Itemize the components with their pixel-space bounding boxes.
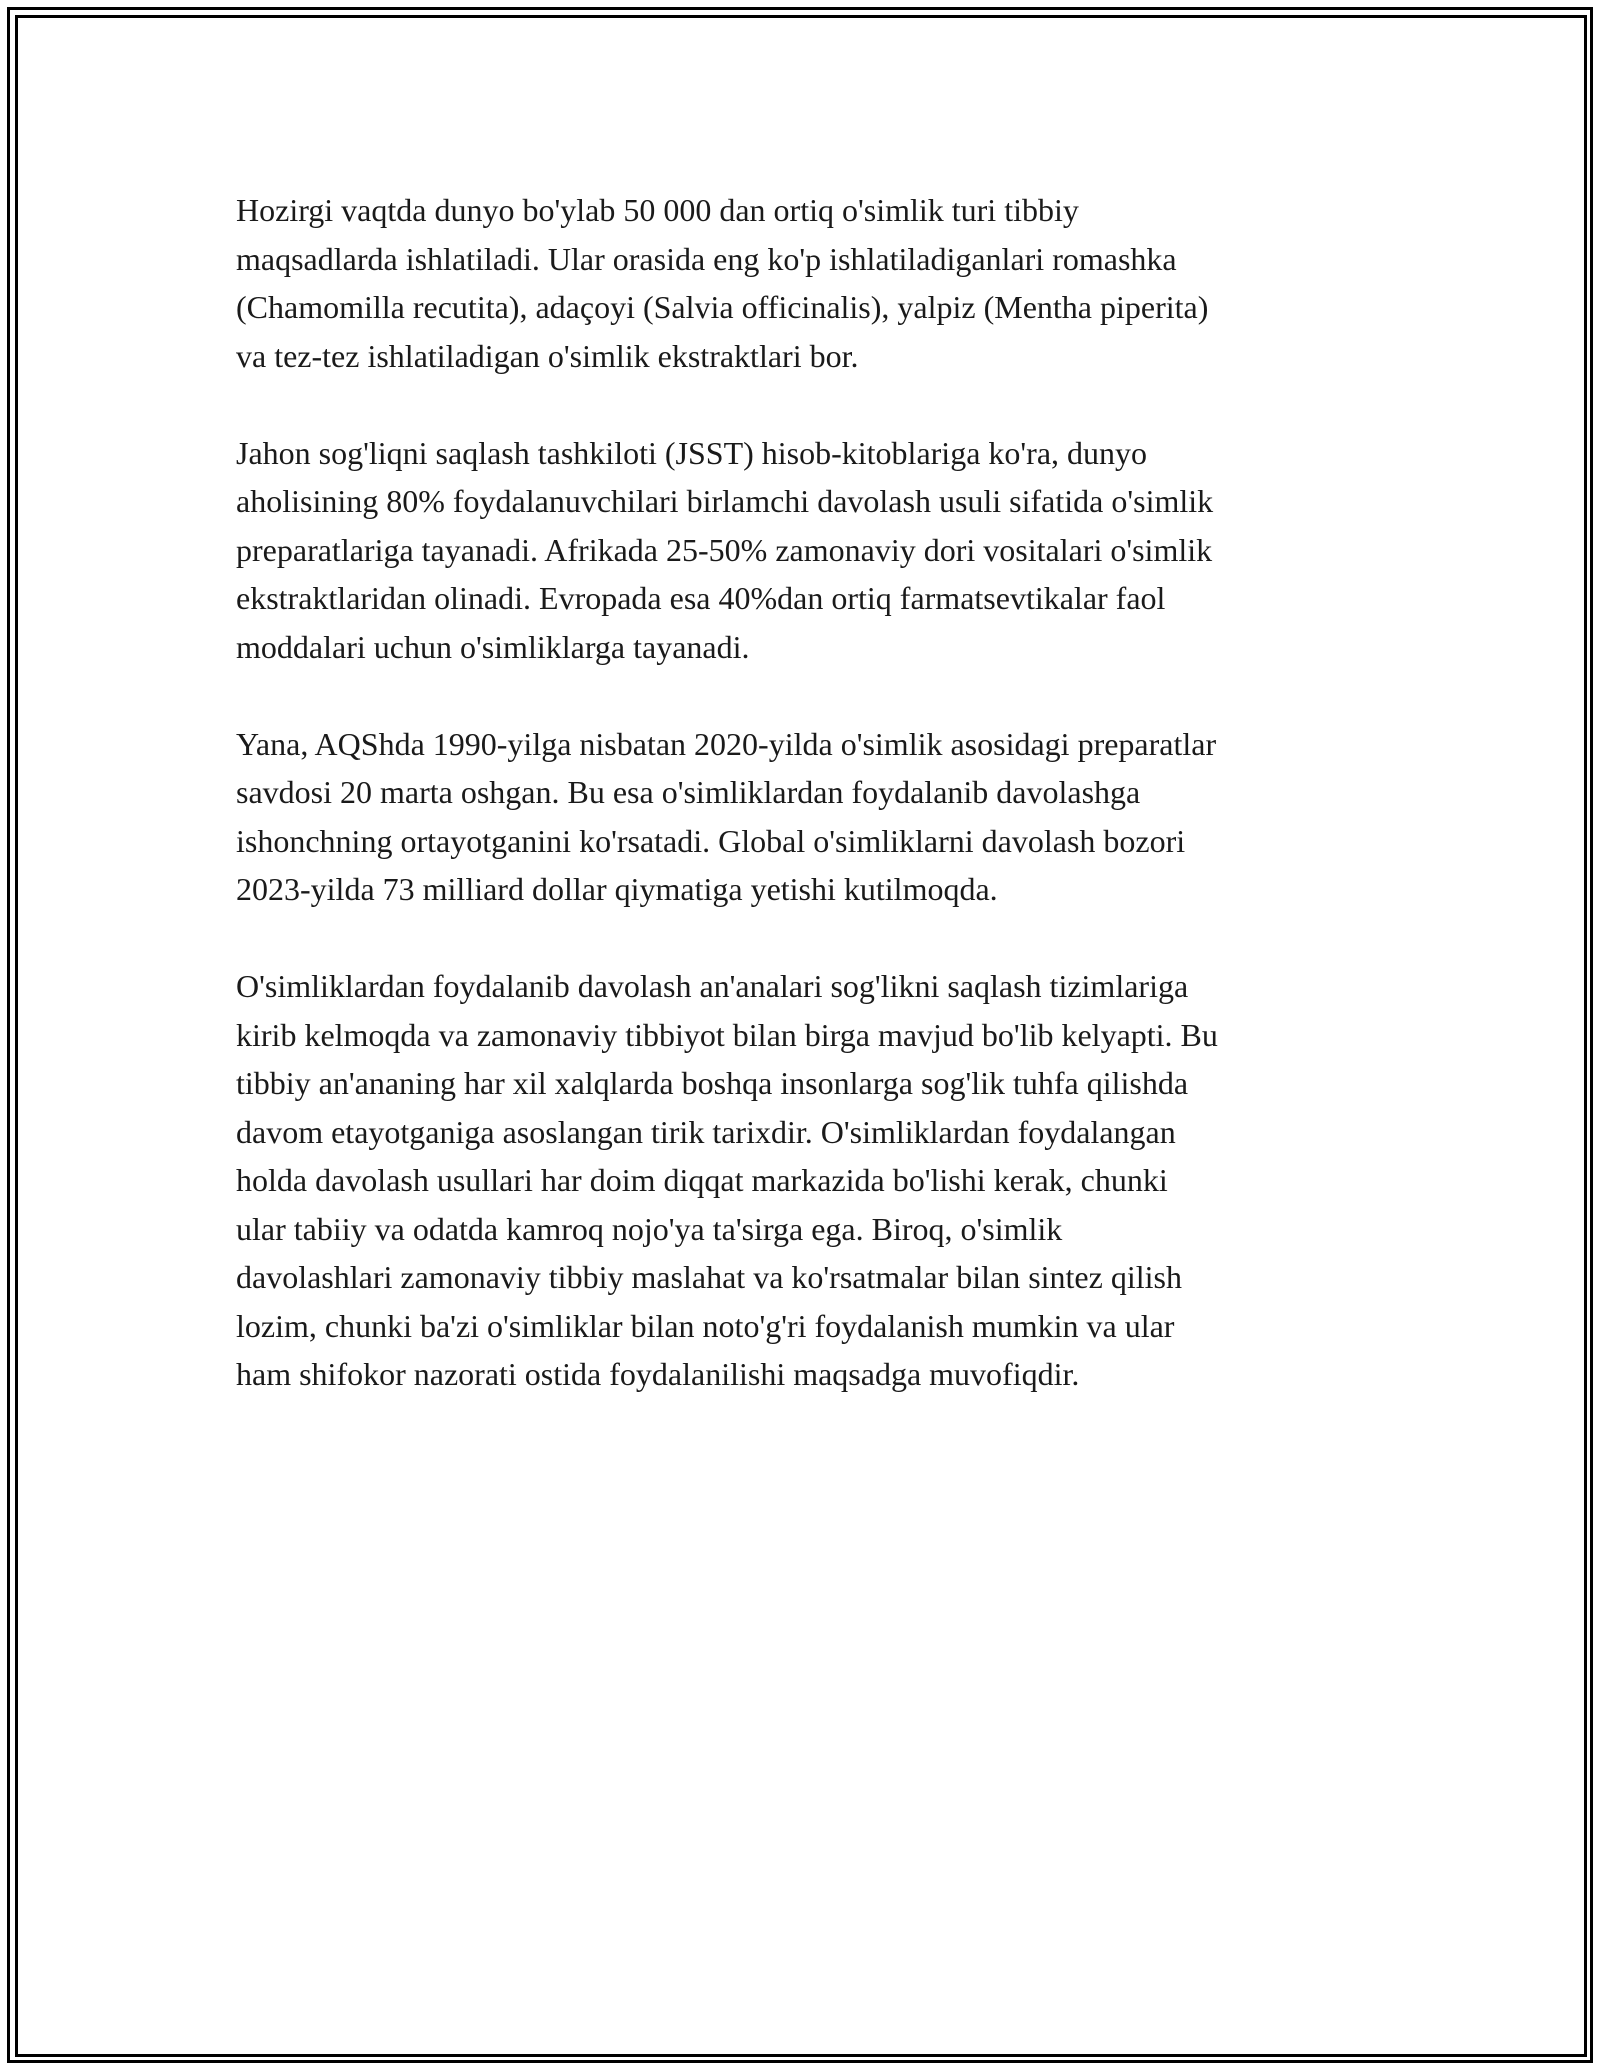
text-line: Yana, AQShda 1990-yilga nisbatan 2020-yilda o'simlik asosidagi preparatlar — [236, 725, 1217, 762]
text-line: O'simliklardan foydalanib davolash an'analari sog'likni saqlash tizimlariga — [236, 968, 1189, 1004]
text-line: savdosi 20 marta oshgan. Bu esa o'simliklardan foydalanib davolashga — [236, 774, 1141, 810]
text-line: kirib kelmoqda va zamonaviy tibbiyot bilan birga mavjud bo'lib kelyapti. Bu — [236, 1016, 1218, 1053]
paragraph-4 — [236, 962, 1376, 1399]
text-line: holda davolash usullari har doim diqqat markazida bo'lishi kerak, chunki — [236, 1162, 1168, 1198]
text-line: ishonchning ortayotganini ko'rsatadi. Global o'simliklarni davolash bozori — [236, 822, 1186, 859]
text-line: ekstraktlaridan olinadi. Evropada esa 40%dan ortiq farmatsevtikalar faol — [236, 580, 1166, 616]
text-line: ham shifokor nazorati ostida foydalanilishi maqsadga muvofiqdir. — [236, 1356, 1080, 1392]
text-line: davolashlari zamonaviy tibbiy maslahat va ko'rsatmalar bilan sintez qilish — [236, 1259, 1182, 1295]
text-line: va tez-tez ishlatiladigan o'simlik ekstraktlari bor. — [236, 337, 859, 374]
paragraph-3 — [236, 720, 1376, 914]
text-line: preparatlariga tayanadi. Afrikada 25-50% zamonaviy dori vositalari o'simlik — [236, 531, 1213, 568]
text-line: lozim, chunki ba'zi o'simliklar bilan noto'g'ri foydalanish mumkin va ular — [236, 1307, 1175, 1344]
text-line: Hozirgi vaqtda dunyo bo'ylab 50 000 dan ortiq o'simlik turi tibbiy — [236, 192, 1079, 228]
paragraph-1 — [236, 186, 1376, 380]
text-line: moddalari uchun o'simliklarga tayanadi. — [236, 628, 750, 665]
text-line: tibbiy an'ananing har xil xalqlarda boshqa insonlarga sog'lik tuhfa qilishda — [236, 1065, 1189, 1101]
text-line: davom etayotganiga asoslangan tirik tarixdir. O'simliklardan foydalangan — [236, 1113, 1176, 1150]
text-line: aholisining 80% foydalanuvchilari birlamchi davolash usuli sifatida o'simlik — [236, 483, 1214, 519]
text-line: ular tabiiy va odatda kamroq nojo'ya ta'sirga ega. Biroq, o'simlik — [236, 1210, 1063, 1247]
text-line: 2023-yilda 73 milliard dollar qiymatiga yetishi kutilmoqda. — [236, 871, 998, 907]
text-line: maqsadlarda ishlatiladi. Ular orasida eng ko'p ishlatiladiganlari romashka — [236, 240, 1177, 277]
text-line: Jahon sog'liqni saqlash tashkiloti (JSST) hisob-kitoblariga ko'ra, dunyo — [236, 434, 1148, 471]
document-body — [236, 186, 1376, 1447]
text-line: (Chamomilla recutita), adaçoyi (Salvia officinalis), yalpiz (Mentha piperita) — [236, 289, 1209, 325]
paragraph-2 — [236, 429, 1376, 672]
